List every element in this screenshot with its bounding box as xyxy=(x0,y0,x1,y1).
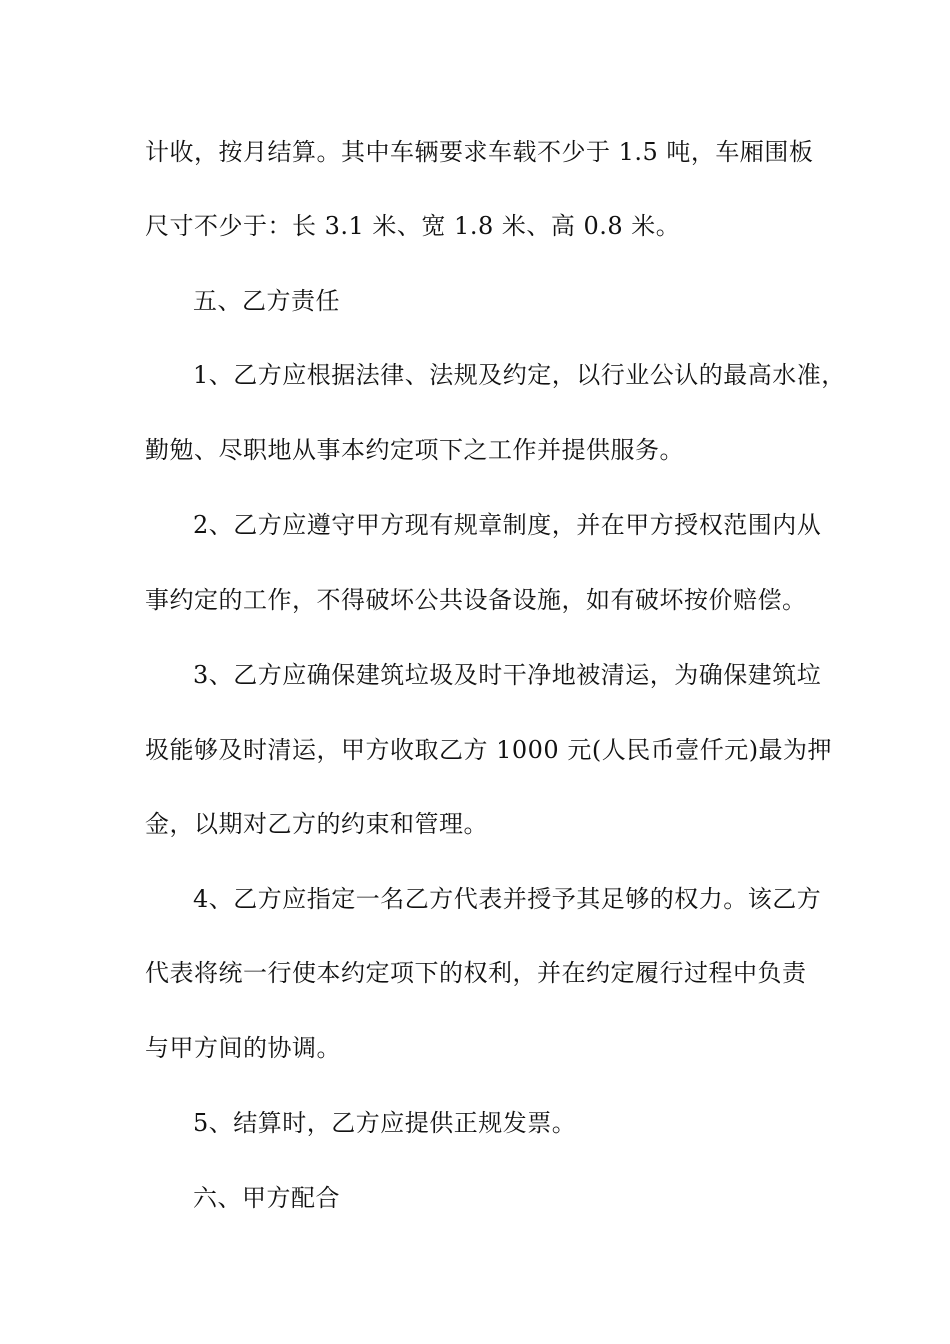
body-text-line: 代表将统一行使本约定项下的权利，并在约定履行过程中负责 xyxy=(145,959,807,987)
body-text-line: 与甲方间的协调。 xyxy=(145,1034,341,1062)
clause-text-line: 4、乙方应指定一名乙方代表并授予其足够的权力。该乙方 xyxy=(193,885,822,913)
body-text-line: 金，以期对乙方的约束和管理。 xyxy=(145,810,488,838)
clause-text-line: 1、乙方应根据法律、法规及约定，以行业公认的最高水准， xyxy=(193,361,846,389)
body-text-line: 勤勉、尽职地从事本约定项下之工作并提供服务。 xyxy=(145,436,684,464)
body-text-line: 圾能够及时清运，甲方收取乙方 1000 元(人民币壹仟元)最为押 xyxy=(145,736,833,764)
clause-text-line: 2、乙方应遵守甲方现有规章制度，并在甲方授权范围内从 xyxy=(193,511,822,539)
body-text-line: 计收，按月结算。其中车辆要求车载不少于 1.5 吨，车厢围板 xyxy=(145,138,814,166)
section-heading: 五、乙方责任 xyxy=(193,287,340,315)
clause-text-line: 5、结算时，乙方应提供正规发票。 xyxy=(193,1109,577,1137)
clause-text-line: 3、乙方应确保建筑垃圾及时干净地被清运，为确保建筑垃 xyxy=(193,661,822,689)
section-heading: 六、甲方配合 xyxy=(193,1184,340,1212)
body-text-line: 尺寸不少于：长 3.1 米、宽 1.8 米、高 0.8 米。 xyxy=(145,212,681,240)
body-text-line: 事约定的工作，不得破坏公共设备设施，如有破坏按价赔偿。 xyxy=(145,586,807,614)
